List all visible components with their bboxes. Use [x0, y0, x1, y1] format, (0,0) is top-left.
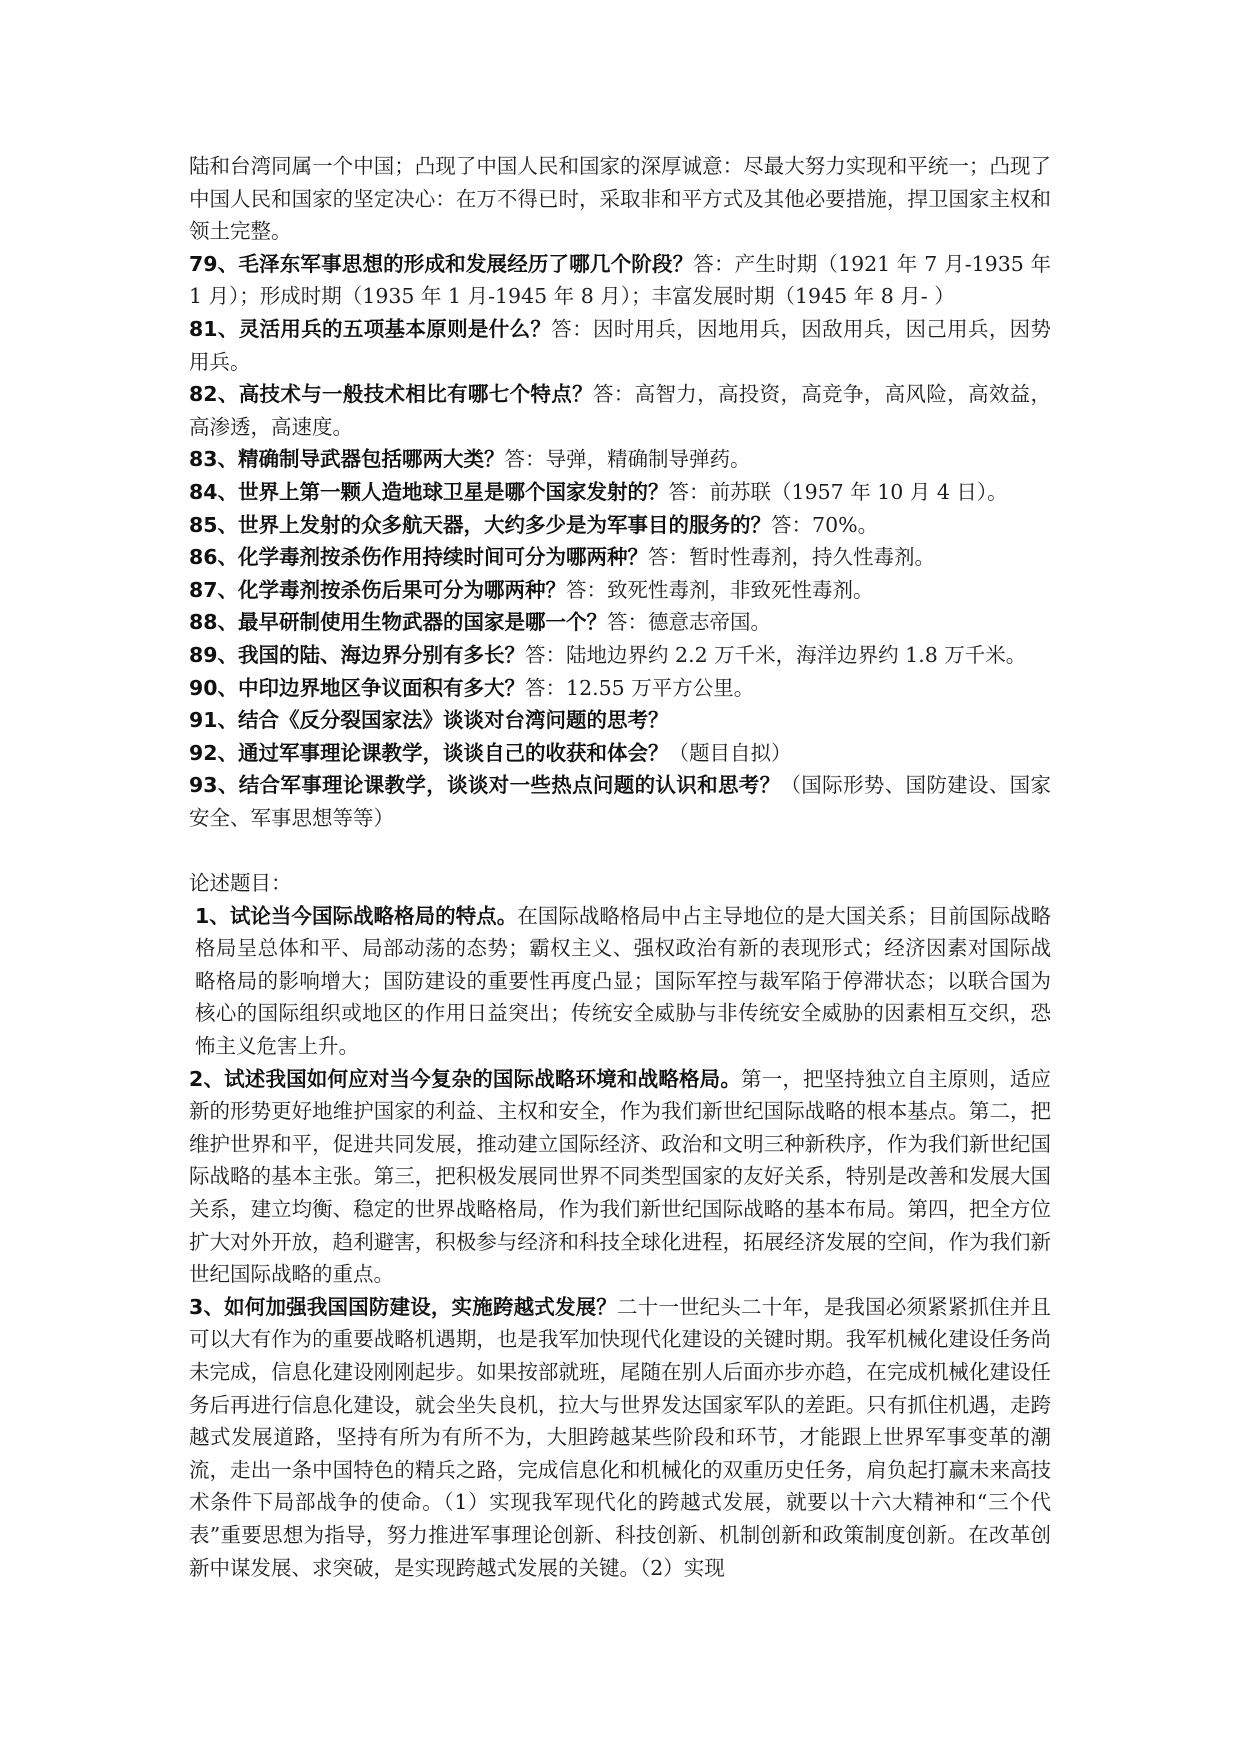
- qa-item-90: [189, 672, 1051, 705]
- essay-question: 2、试述我国如何应对当今复杂的国际战略环境和战略格局。: [189, 1066, 742, 1091]
- qa-item-91: [189, 704, 1051, 737]
- blank-line: [189, 834, 1051, 867]
- qa-item-84: [189, 476, 1051, 509]
- question-text: 81、灵活用兵的五项基本原则是什么？: [189, 316, 552, 341]
- question-text: 85、世界上发射的众多航天器，大约多少是为军事目的服务的？: [189, 512, 772, 537]
- qa-item-92: [189, 737, 1051, 770]
- qa-list: [189, 248, 1051, 835]
- question-text: 83、精确制导武器包括哪两大类？: [189, 447, 505, 472]
- qa-item-87: [189, 574, 1051, 607]
- question-text: 87、化学毒剂按杀伤后果可分为哪两种？: [189, 577, 567, 602]
- answer-text: （国际形势、国防建设、国家安全、军事思想等等）: [189, 773, 1052, 830]
- question-text: 93、结合军事理论课教学，谈谈对一些热点问题的认识和思考？: [189, 773, 781, 798]
- answer-text: 答：高智力，高投资，高竞争，高风险，高效益，高渗透，高速度。: [189, 382, 1052, 439]
- essay-question: 3、如何加强我国国防建设，实施跨越式发展？: [189, 1294, 617, 1319]
- answer-text: 答：12.55 万平方公里。: [525, 675, 755, 700]
- intro-paragraph: 陆和台湾同属一个中国；凸现了中国人民和国家的深厚诚意：尽最大努力实现和平统一；凸现了中国人民和国家的坚定决心：在万不得已时，采取非和平方式及其他必要措施，捍卫国家主权和领土完整。: [189, 154, 1051, 244]
- question-text: 88、最早研制使用生物武器的国家是哪一个？: [189, 610, 608, 635]
- answer-text: 答：产生时期（1921 年 7 月-1935 年 1 月）；形成时期（1935 年 1 月-1945 年 8 月）；丰富发展时期（1945 年 8 月- ）: [189, 251, 1051, 309]
- question-text: 90、中印边界地区争议面积有多大？: [189, 675, 526, 700]
- qa-item-83: [189, 443, 1051, 476]
- essay-item-3: [189, 1291, 1051, 1584]
- answer-text: 答：导弹，精确制导弹药。: [504, 447, 751, 472]
- essay-list: [189, 900, 1051, 1584]
- essay-heading: 论述题目：: [189, 871, 292, 896]
- question-text: 82、高技术与一般技术相比有哪七个特点？: [189, 382, 593, 407]
- question-text: 91、结合《反分裂国家法》谈谈对台湾问题的思考？: [189, 708, 669, 733]
- qa-item-86: [189, 541, 1051, 574]
- answer-text: 答：德意志帝国。: [607, 610, 772, 635]
- answer-text: 答：因时用兵，因地用兵，因敌用兵，因己用兵，因势用兵。: [189, 316, 1052, 374]
- essay-answer: 第一，把坚持独立自主原则，适应新的形势更好地维护国家的利益、主权和安全，作为我们新世纪国际战略的根本基点。第二，把维护世界和平，促进共同发展，推动建立国际经济、政治和文明三种新秩序，作为我们新世纪国际战略的基本主张。第三，把积极发展同世界不同类型国家的友好关系，特别是改善和发展大国关系，建立均衡、稳定的世界战略格局，作为我们新世纪国际战略的基本布局。第四，把全方位扩大对外开放，趋利避害，积极参与经济和科技全球化进程，拓展经济发展的空间，作为我们新世纪国际战略的重点。: [189, 1066, 1052, 1287]
- essay-item-2: [189, 1063, 1051, 1291]
- essay-answer: 在国际战略格局中占主导地位的是大国关系；目前国际战略格局呈总体和平、局部动荡的态势；霸权主义、强权政治有新的表现形式；经济因素对国际战略格局的影响增大；国防建设的重要性再度凸显；国际军控与裁军陷于停滞状态；以联合国为核心的国际组织或地区的作用日益突出；传统安全威胁与非传统安全威胁的因素相互交织，恐怖主义危害上升。: [195, 903, 1052, 1059]
- question-text: 89、我国的陆、海边界分别有多长？: [189, 642, 526, 667]
- question-text: 79、毛泽东军事思想的形成和发展经历了哪几个阶段？: [189, 251, 694, 276]
- essay-answer: 二十一世纪头二十年，是我国必须紧紧抓住并且可以大有作为的重要战略机遇期，也是我军加快现代化建设的关键时期。我军机械化建设任务尚未完成，信息化建设刚刚起步。如果按部就班，尾随在别人后面亦步亦趋，在完成机械化建设任务后再进行信息化建设，就会坐失良机，拉大与世界发达国家军队的差距。只有抓住机遇，走跨越式发展道路，坚持有所为有所不为，大胆跨越某些阶段和环节，才能跟上世界军事变革的潮流，走出一条中国特色的精兵之路，完成信息化和机械化的双重历史任务，肩负起打赢未来高技术条件下局部战争的使命。（1）实现我军现代化的跨越式发展，就要以十六大精神和“三个代表”重要思想为指导，努力推进军事理论创新、科技创新、机制创新和政策制度创新。在改革创新中谋发展、求突破，是实现跨越式发展的关键。（2）实现: [189, 1294, 1051, 1580]
- answer-text: （题目自拟）: [668, 740, 792, 765]
- answer-text: 答：暂时性毒剂，持久性毒剂。: [648, 545, 936, 570]
- answer-text: 答：70%。: [771, 512, 879, 537]
- answer-text: 答：陆地边界约 2.2 万千米，海洋边界约 1.8 万千米。: [525, 642, 1027, 667]
- question-text: 84、世界上第一颗人造地球卫星是哪个国家发射的？: [189, 479, 669, 504]
- answer-text: 答：前苏联（1957 年 10 月 4 日）。: [668, 479, 1008, 504]
- essay-question: 1、试论当今国际战略格局的特点。: [195, 903, 518, 928]
- qa-item-88: [189, 606, 1051, 639]
- document-page: [189, 150, 1051, 1584]
- qa-item-82: [189, 378, 1051, 443]
- qa-item-93: [189, 769, 1051, 834]
- question-text: 92、通过军事理论课教学，谈谈自己的收获和体会？: [189, 740, 669, 765]
- answer-text: 答：致死性毒剂，非致死性毒剂。: [566, 577, 874, 602]
- question-text: 86、化学毒剂按杀伤作用持续时间可分为哪两种？: [189, 545, 649, 570]
- qa-item-89: [189, 639, 1051, 672]
- qa-item-81: [189, 313, 1051, 378]
- qa-item-79: [189, 248, 1051, 313]
- essay-item-1: [189, 900, 1051, 1063]
- qa-item-85: [189, 509, 1051, 542]
